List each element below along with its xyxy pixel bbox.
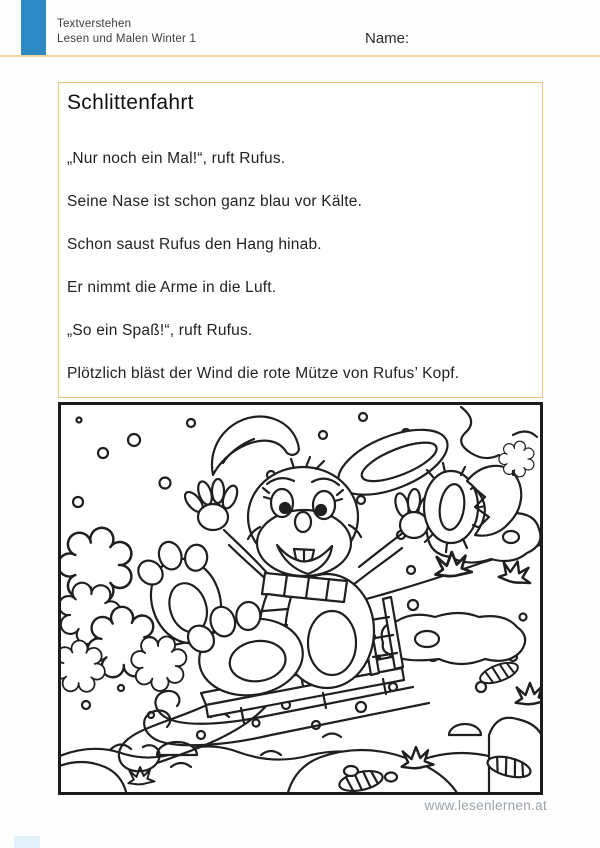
rabbit-left-paw bbox=[182, 479, 240, 530]
accent-bar bbox=[21, 0, 46, 55]
rabbit-belly bbox=[308, 611, 356, 675]
page-title: Schlittenfahrt bbox=[67, 91, 194, 114]
header-text bbox=[57, 17, 196, 47]
rabbit-left-ear bbox=[212, 417, 299, 475]
text-line: „So ein Spaß!“, ruft Rufus. bbox=[67, 322, 253, 339]
reading-text-box bbox=[58, 82, 543, 398]
header-rule bbox=[0, 55, 600, 57]
name-label: Name: bbox=[365, 30, 410, 47]
text-line: Plötzlich bläst der Wind die rote Mütze von Rufus’ Kopf. bbox=[67, 365, 460, 382]
header-subtitle: Lesen und Malen Winter 1 bbox=[57, 33, 197, 45]
text-line: Seine Nase ist schon ganz blau vor Kälte. bbox=[67, 193, 363, 210]
text-line: Schon saust Rufus den Hang hinab. bbox=[67, 236, 322, 253]
text-line: „Nur noch ein Mal!“, ruft Rufus. bbox=[67, 150, 286, 167]
header-category: Textverstehen bbox=[57, 18, 132, 30]
corner-accent-mark bbox=[14, 836, 40, 848]
coloring-picture-svg bbox=[61, 405, 540, 792]
hat-pompom bbox=[499, 441, 534, 477]
text-line: Er nimmt die Arme in die Luft. bbox=[67, 279, 277, 296]
coloring-picture-box bbox=[58, 402, 543, 795]
footer-website-link[interactable]: www.lesenlernen.at bbox=[424, 798, 547, 813]
rabbit-nose bbox=[295, 512, 311, 532]
